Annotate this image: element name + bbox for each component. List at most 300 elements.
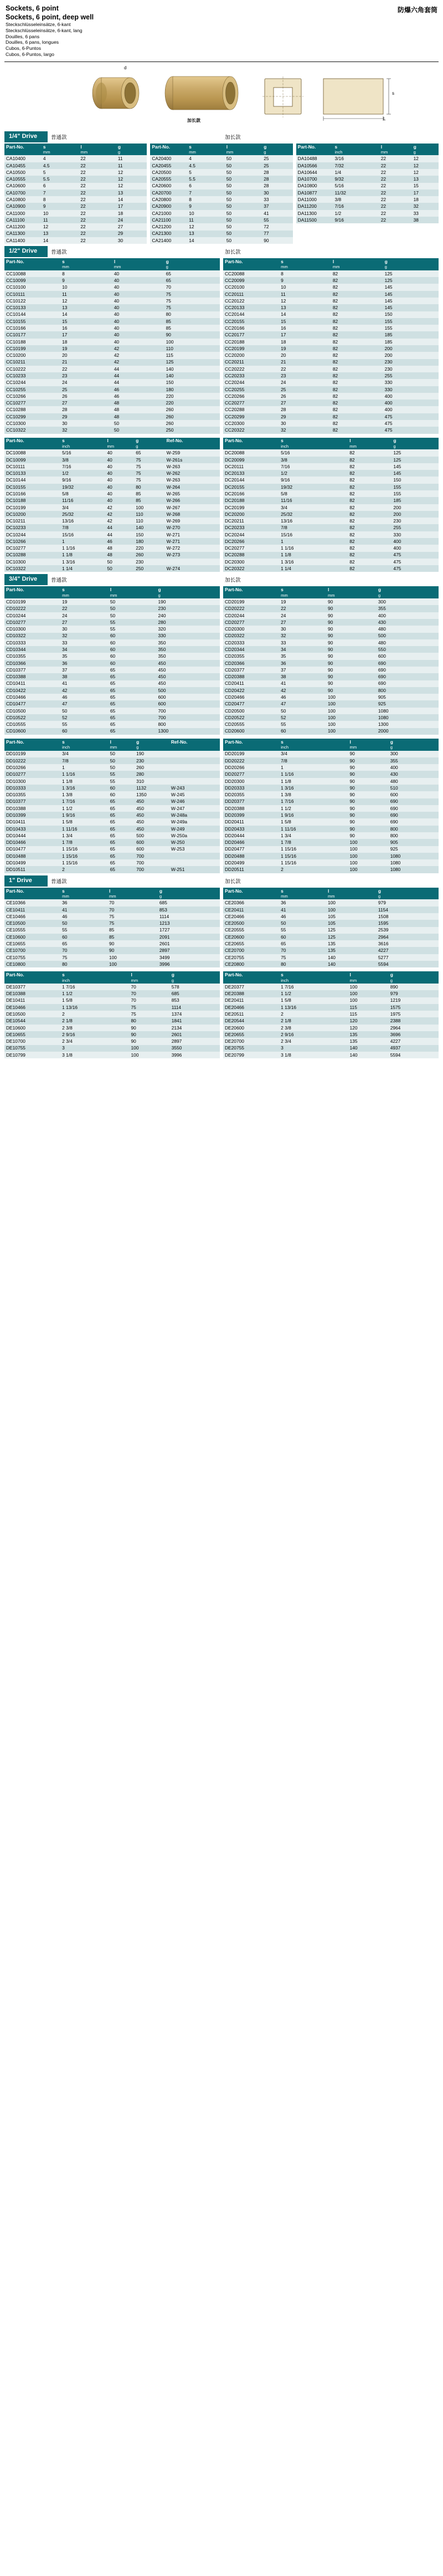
- table-row[interactable]: [223, 565, 439, 572]
- table-row[interactable]: [223, 934, 439, 940]
- table-row[interactable]: [223, 331, 439, 338]
- table-row[interactable]: [223, 1004, 439, 1011]
- cell-value: 33: [62, 639, 68, 646]
- cell-value: W-270: [166, 525, 181, 531]
- table-row[interactable]: [4, 420, 220, 427]
- cell-part-no: CD10344: [6, 647, 26, 653]
- table-row[interactable]: [4, 196, 147, 203]
- table-row[interactable]: [223, 497, 439, 504]
- table-row[interactable]: [223, 785, 439, 791]
- table-row[interactable]: [4, 653, 220, 659]
- cell-value: 33: [413, 210, 419, 216]
- cell-value: 82: [349, 477, 355, 483]
- col-g: g: [135, 739, 169, 745]
- table-row[interactable]: [223, 997, 439, 1004]
- table-row[interactable]: [223, 1038, 439, 1044]
- unit-blank: [296, 150, 333, 155]
- cell-part-no: CC10299: [6, 413, 26, 419]
- table-row[interactable]: [4, 927, 220, 934]
- cell-value: 300: [378, 599, 386, 605]
- table-row[interactable]: [296, 217, 439, 223]
- table-row[interactable]: [150, 162, 292, 169]
- table-row[interactable]: [223, 1011, 439, 1017]
- cell-part-no: DE20799: [225, 1052, 244, 1058]
- table-row[interactable]: [223, 990, 439, 997]
- cell-part-no: CC10122: [6, 298, 26, 304]
- table-row[interactable]: [4, 277, 220, 284]
- table-row[interactable]: [296, 196, 439, 203]
- table-row[interactable]: [4, 751, 220, 757]
- table-row[interactable]: [4, 1017, 220, 1024]
- table-row[interactable]: [4, 413, 220, 420]
- table-row[interactable]: [223, 552, 439, 559]
- table-row[interactable]: [4, 176, 147, 182]
- cell-part-no: CE20411: [225, 907, 244, 913]
- cell-value: 260: [136, 552, 144, 558]
- table-row[interactable]: [4, 1011, 220, 1017]
- table-row[interactable]: [4, 339, 220, 345]
- table-row[interactable]: [223, 359, 439, 366]
- table-row[interactable]: [4, 298, 220, 304]
- table-row[interactable]: [223, 846, 439, 853]
- table-row[interactable]: [223, 325, 439, 331]
- table-row[interactable]: [4, 639, 220, 646]
- table-row[interactable]: [223, 545, 439, 551]
- cell-value: 40: [114, 278, 120, 284]
- table-row[interactable]: [4, 812, 220, 818]
- table-row[interactable]: [4, 853, 220, 859]
- table-row[interactable]: [4, 190, 147, 196]
- table-row[interactable]: [150, 155, 292, 162]
- table-row[interactable]: [4, 667, 220, 673]
- table-row[interactable]: [4, 899, 220, 906]
- col-g: g: [389, 739, 439, 745]
- table-row[interactable]: [4, 203, 147, 209]
- table-row[interactable]: [223, 721, 439, 728]
- table-row[interactable]: [150, 217, 292, 223]
- table-row[interactable]: [223, 612, 439, 619]
- table-row[interactable]: [4, 449, 220, 456]
- table-row[interactable]: [4, 155, 147, 162]
- table-row[interactable]: [4, 708, 220, 714]
- table-row[interactable]: [150, 196, 292, 203]
- table-row[interactable]: [4, 518, 220, 524]
- table-row[interactable]: [223, 379, 439, 386]
- table-row[interactable]: [223, 687, 439, 694]
- table-row[interactable]: [223, 457, 439, 463]
- cell-part-no: CC10322: [6, 427, 26, 433]
- table-row[interactable]: [223, 728, 439, 735]
- table-row[interactable]: [4, 626, 220, 632]
- table-row[interactable]: [223, 598, 439, 605]
- table-row[interactable]: [223, 673, 439, 680]
- table-row[interactable]: [223, 954, 439, 961]
- table-row[interactable]: [4, 757, 220, 764]
- table-row[interactable]: [4, 497, 220, 504]
- table-row[interactable]: [4, 714, 220, 721]
- table-row[interactable]: [223, 449, 439, 456]
- table-row[interactable]: [223, 538, 439, 545]
- table-row[interactable]: [4, 764, 220, 771]
- table-row[interactable]: [223, 947, 439, 954]
- table-row[interactable]: [4, 913, 220, 920]
- table-row[interactable]: [4, 866, 220, 873]
- table-row[interactable]: [4, 345, 220, 352]
- table-row[interactable]: [223, 277, 439, 284]
- table-row[interactable]: [4, 470, 220, 477]
- cell-value: 690: [378, 660, 386, 666]
- table-row[interactable]: [4, 552, 220, 559]
- table-row[interactable]: [4, 791, 220, 798]
- block-gap: [4, 967, 439, 970]
- table-row[interactable]: [4, 1004, 220, 1011]
- cell-part-no: CD10333: [6, 639, 26, 646]
- cell-value: 82: [332, 278, 338, 284]
- col-part-no: Part-No.: [223, 586, 279, 592]
- table-row[interactable]: [296, 176, 439, 182]
- table-row[interactable]: [223, 1045, 439, 1052]
- table-row[interactable]: [223, 940, 439, 947]
- table-row[interactable]: [223, 427, 439, 433]
- table-row[interactable]: [4, 359, 220, 366]
- table-row[interactable]: [223, 619, 439, 626]
- table-row[interactable]: [223, 524, 439, 531]
- table-row[interactable]: [223, 463, 439, 470]
- cell-value: 2: [281, 867, 284, 873]
- table-row[interactable]: [4, 1052, 220, 1058]
- cell-value: [169, 751, 220, 757]
- table-row[interactable]: [223, 812, 439, 818]
- table-row[interactable]: [4, 721, 220, 728]
- cell-value: W-247: [171, 805, 185, 811]
- table-row[interactable]: [4, 406, 220, 413]
- table-row[interactable]: [223, 484, 439, 490]
- table-row[interactable]: [223, 853, 439, 859]
- cell-value: 55: [62, 927, 68, 933]
- table-row[interactable]: [4, 700, 220, 707]
- table-row[interactable]: [223, 920, 439, 926]
- table-row[interactable]: [4, 680, 220, 687]
- table-row[interactable]: [223, 839, 439, 846]
- cell-part-no: DA11200: [297, 203, 317, 209]
- table-row[interactable]: [4, 1025, 220, 1031]
- table-row[interactable]: [223, 653, 439, 659]
- table-row[interactable]: [4, 839, 220, 846]
- col-g: g: [116, 144, 147, 150]
- table-row[interactable]: [223, 559, 439, 565]
- table-row[interactable]: [223, 913, 439, 920]
- table-row[interactable]: [4, 304, 220, 311]
- cell-value: 135: [349, 1038, 358, 1044]
- table-row[interactable]: [223, 518, 439, 524]
- table-row[interactable]: [223, 504, 439, 511]
- table-row[interactable]: [223, 311, 439, 318]
- table-row[interactable]: [223, 626, 439, 632]
- table-row[interactable]: [223, 1017, 439, 1024]
- table-row[interactable]: [296, 155, 439, 162]
- table-row[interactable]: [223, 1025, 439, 1031]
- table-row[interactable]: [223, 531, 439, 538]
- cell-value: 36: [281, 660, 286, 666]
- cell-part-no: CC20199: [225, 345, 245, 351]
- table-row[interactable]: [4, 984, 220, 990]
- table-row[interactable]: [4, 400, 220, 406]
- table-row[interactable]: [223, 646, 439, 653]
- table-row[interactable]: [223, 826, 439, 832]
- section-band: [4, 246, 439, 257]
- table-row[interactable]: [4, 954, 220, 961]
- table-row[interactable]: [150, 223, 292, 230]
- table-row[interactable]: [223, 899, 439, 906]
- table-row[interactable]: [4, 379, 220, 386]
- table-row[interactable]: [4, 940, 220, 947]
- table-row[interactable]: [223, 714, 439, 721]
- table-row[interactable]: [4, 598, 220, 605]
- table-row[interactable]: [4, 545, 220, 551]
- table-row[interactable]: [223, 386, 439, 393]
- cell-value: 60: [110, 653, 116, 659]
- cell-value: 100: [327, 721, 336, 728]
- table-row[interactable]: [223, 413, 439, 420]
- spec-table-long: [223, 438, 439, 572]
- table-row[interactable]: [223, 927, 439, 934]
- cell-value: 15: [281, 318, 286, 324]
- table-row[interactable]: [4, 1045, 220, 1052]
- table-row[interactable]: [223, 832, 439, 839]
- table-row[interactable]: [4, 524, 220, 531]
- table-row[interactable]: [223, 680, 439, 687]
- table-row[interactable]: [4, 511, 220, 518]
- table-row[interactable]: [223, 660, 439, 667]
- table-row[interactable]: [4, 183, 147, 190]
- table-row[interactable]: [4, 210, 147, 217]
- table-row[interactable]: [150, 210, 292, 217]
- table-row[interactable]: [4, 531, 220, 538]
- table-row[interactable]: [4, 961, 220, 967]
- cell-part-no: DD10444: [6, 832, 26, 838]
- table-row[interactable]: [223, 339, 439, 345]
- table-row[interactable]: [4, 490, 220, 497]
- table-row[interactable]: [223, 764, 439, 771]
- unit-g: g: [377, 593, 439, 598]
- table-row[interactable]: [4, 778, 220, 785]
- table-row[interactable]: [223, 984, 439, 990]
- cell-value: 80: [62, 961, 68, 967]
- table-row[interactable]: [4, 217, 147, 223]
- table-row[interactable]: [4, 694, 220, 700]
- table-row[interactable]: [223, 791, 439, 798]
- table-row[interactable]: [223, 700, 439, 707]
- table-row[interactable]: [223, 907, 439, 913]
- cell-part-no: CE10411: [6, 907, 25, 913]
- table-row[interactable]: [223, 708, 439, 714]
- table-row[interactable]: [4, 484, 220, 490]
- table-row[interactable]: [4, 291, 220, 298]
- table-row[interactable]: [150, 231, 292, 237]
- table-row[interactable]: [4, 619, 220, 626]
- table-row[interactable]: [150, 183, 292, 190]
- cell-value: 48: [107, 545, 112, 551]
- table-row[interactable]: [223, 318, 439, 325]
- table-row[interactable]: [4, 325, 220, 331]
- table-row[interactable]: [4, 169, 147, 176]
- table-row[interactable]: [223, 400, 439, 406]
- table-row[interactable]: [150, 176, 292, 182]
- table-row[interactable]: [4, 386, 220, 393]
- cell-value: 1 15/16: [281, 853, 297, 859]
- table-row[interactable]: [223, 805, 439, 812]
- table-row[interactable]: [223, 366, 439, 372]
- table-row[interactable]: [4, 605, 220, 612]
- table-row[interactable]: [223, 511, 439, 518]
- table-row[interactable]: [4, 728, 220, 735]
- table-row[interactable]: [150, 169, 292, 176]
- table-row[interactable]: [223, 818, 439, 825]
- table-row[interactable]: [223, 393, 439, 400]
- table-row[interactable]: [296, 162, 439, 169]
- table-row[interactable]: [4, 947, 220, 954]
- table-row[interactable]: [4, 1038, 220, 1044]
- table-row[interactable]: [4, 463, 220, 470]
- table-row[interactable]: [4, 832, 220, 839]
- table-row[interactable]: [223, 470, 439, 477]
- table-row[interactable]: [223, 1052, 439, 1058]
- cell-value: 1 1/2: [62, 991, 73, 997]
- table-row[interactable]: [4, 934, 220, 940]
- table-row[interactable]: [223, 633, 439, 639]
- table-row[interactable]: [4, 331, 220, 338]
- table-row[interactable]: [223, 406, 439, 413]
- table-row[interactable]: [4, 372, 220, 379]
- unit-g: g: [383, 264, 439, 270]
- table-row[interactable]: [4, 859, 220, 866]
- table-row[interactable]: [4, 366, 220, 372]
- unit-g: g: [412, 150, 439, 155]
- table-row[interactable]: [4, 318, 220, 325]
- table-row[interactable]: [223, 751, 439, 757]
- table-row[interactable]: [223, 694, 439, 700]
- cell-part-no: CC10222: [6, 366, 26, 372]
- cell-part-no: CD20344: [225, 647, 245, 653]
- table-row[interactable]: [150, 190, 292, 196]
- cell-value: 4227: [390, 1038, 401, 1044]
- cell-part-no: CC20299: [225, 413, 245, 419]
- table-row[interactable]: [4, 393, 220, 400]
- table-row[interactable]: [4, 907, 220, 913]
- table-row[interactable]: [296, 183, 439, 190]
- cell-part-no: CD20411: [225, 680, 244, 687]
- catalog-page: [0, 0, 443, 1065]
- table-row[interactable]: [4, 687, 220, 694]
- table-row[interactable]: [223, 667, 439, 673]
- table-row[interactable]: [296, 190, 439, 196]
- table-row[interactable]: [4, 633, 220, 639]
- table-row[interactable]: [4, 223, 147, 230]
- table-row[interactable]: [4, 237, 147, 244]
- cell-value: 27: [62, 619, 68, 625]
- table-row[interactable]: [4, 990, 220, 997]
- cell-value: 90: [327, 606, 333, 612]
- table-row[interactable]: [4, 997, 220, 1004]
- table-row[interactable]: [223, 757, 439, 764]
- table-row[interactable]: [223, 605, 439, 612]
- table-row[interactable]: [296, 203, 439, 209]
- table-row[interactable]: [4, 660, 220, 667]
- table-row[interactable]: [296, 210, 439, 217]
- table-row[interactable]: [223, 304, 439, 311]
- table-row[interactable]: [223, 420, 439, 427]
- table-row[interactable]: [4, 311, 220, 318]
- table-row[interactable]: [223, 372, 439, 379]
- table-row[interactable]: [4, 504, 220, 511]
- table-row[interactable]: [4, 785, 220, 791]
- cell-value: 12: [413, 169, 419, 175]
- cell-part-no: CD10422: [6, 687, 26, 693]
- table-row[interactable]: [4, 270, 220, 277]
- table-row[interactable]: [223, 284, 439, 290]
- table-row[interactable]: [4, 477, 220, 483]
- cell-value: 100: [349, 867, 358, 873]
- table-row[interactable]: [223, 345, 439, 352]
- table-row[interactable]: [4, 284, 220, 290]
- table-row[interactable]: [4, 231, 147, 237]
- table-row[interactable]: [4, 818, 220, 825]
- table-row[interactable]: [4, 565, 220, 572]
- table-row[interactable]: [223, 490, 439, 497]
- table-row[interactable]: [4, 920, 220, 926]
- table-row[interactable]: [4, 427, 220, 433]
- table-row[interactable]: [223, 270, 439, 277]
- table-row[interactable]: [223, 771, 439, 777]
- table-row[interactable]: [223, 1031, 439, 1038]
- unit-l: mm: [109, 593, 157, 598]
- table-block: [4, 586, 439, 734]
- table-row[interactable]: [223, 352, 439, 359]
- table-row[interactable]: [4, 673, 220, 680]
- table-row[interactable]: [4, 559, 220, 565]
- cell-value: 3/4: [62, 504, 69, 510]
- table-row[interactable]: [223, 866, 439, 873]
- table-row[interactable]: [223, 291, 439, 298]
- table-row[interactable]: [4, 352, 220, 359]
- table-row[interactable]: [4, 538, 220, 545]
- cell-value: 82: [332, 339, 338, 345]
- table-row[interactable]: [4, 826, 220, 832]
- table-row[interactable]: [223, 298, 439, 304]
- table-row[interactable]: [4, 162, 147, 169]
- table-row[interactable]: [4, 457, 220, 463]
- table-row[interactable]: [4, 646, 220, 653]
- table-row[interactable]: [223, 961, 439, 967]
- table-row[interactable]: [4, 1031, 220, 1038]
- cell-value: 55: [62, 721, 68, 728]
- table-row[interactable]: [4, 612, 220, 619]
- table-row[interactable]: [223, 859, 439, 866]
- table-row[interactable]: [4, 805, 220, 812]
- table-row[interactable]: [150, 237, 292, 244]
- table-row[interactable]: [4, 846, 220, 853]
- table-row[interactable]: [223, 778, 439, 785]
- table-row[interactable]: [4, 771, 220, 777]
- table-row[interactable]: [296, 169, 439, 176]
- cell-part-no: CC10177: [6, 332, 26, 338]
- table-row[interactable]: [223, 798, 439, 805]
- table-row[interactable]: [4, 798, 220, 805]
- table-row[interactable]: [150, 203, 292, 209]
- table-row[interactable]: [223, 477, 439, 483]
- cell-value: 82: [349, 498, 355, 504]
- table-row[interactable]: [223, 639, 439, 646]
